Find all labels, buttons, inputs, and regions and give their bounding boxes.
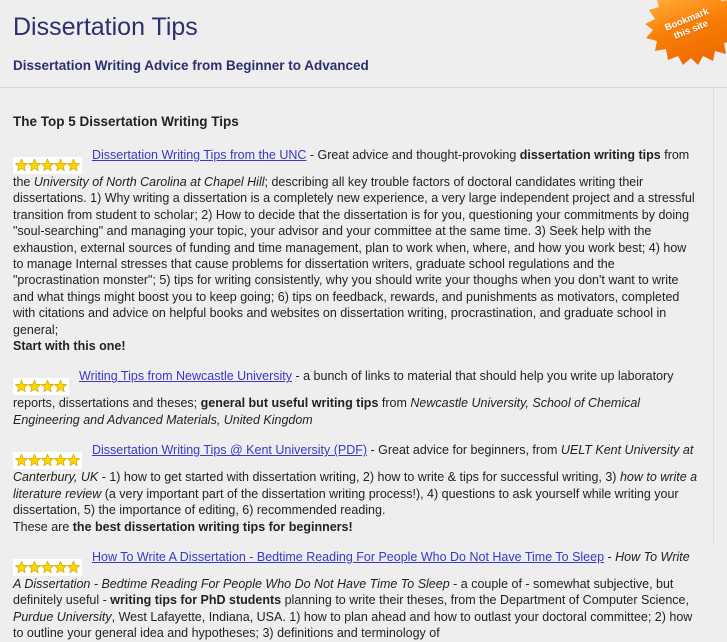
tip-closing-text: These are bbox=[13, 519, 73, 534]
star-icon bbox=[54, 379, 67, 393]
tip-text: How To Write A Dissertation - Bedtime Reading For People Who Do Not Have Time To Sleep bbox=[13, 549, 690, 591]
star-icon bbox=[41, 158, 54, 172]
tip-text: planning to write their theses, from the Department of Computer Science, bbox=[281, 593, 689, 608]
tip-entry-list bbox=[13, 131, 699, 642]
tip-entry bbox=[13, 535, 699, 642]
tip-closing-line bbox=[13, 519, 699, 535]
star-icon bbox=[15, 379, 28, 393]
tip-closing-text: Start with this one! bbox=[13, 339, 126, 354]
tip-link[interactable]: Dissertation Writing Tips @ Kent University (PDF) bbox=[92, 443, 368, 458]
rating-stars bbox=[13, 378, 69, 395]
tip-link[interactable]: Dissertation Writing Tips from the UNC bbox=[92, 148, 307, 162]
tip-text: writing tips for PhD students bbox=[110, 593, 282, 608]
rating-stars bbox=[13, 157, 82, 174]
tip-text: - 1) how to get started with dissertation writing, 2) how to write & tips for successful writing, 3) bbox=[98, 470, 620, 485]
star-icon bbox=[54, 158, 67, 172]
tip-text: (a very important part of the dissertation writing process!), 4) questions to ask yourself while writing your dissertation, 5) the importance of editing, 6) recommended reading. bbox=[13, 486, 679, 518]
tip-text: from the bbox=[13, 148, 690, 189]
tip-text: - a bunch of links to material that should help you write up laboratory reports, dissertations and theses; bbox=[13, 369, 674, 411]
star-icon bbox=[28, 158, 41, 172]
main-content bbox=[0, 88, 714, 641]
tip-closing-text: the best dissertation writing tips for beginners! bbox=[72, 519, 353, 534]
tip-text: from bbox=[378, 396, 411, 411]
tip-entry bbox=[13, 131, 699, 354]
tip-text: , West Lafayette, Indiana, USA. 1) how to plan ahead and how to outlast your doctoral committee; 2) how to outline your general idea and hypotheses; 3) definitions and terminology of bbox=[13, 609, 693, 641]
star-icon bbox=[67, 560, 80, 574]
star-icon bbox=[67, 158, 80, 172]
tip-text: - Great advice and thought-provoking bbox=[306, 148, 520, 162]
star-icon bbox=[54, 453, 67, 467]
star-icon bbox=[67, 453, 80, 467]
tip-text: - bbox=[604, 549, 616, 564]
tip-text: Newcastle University, School of Chemical Engineering and Advanced Materials, United Kingdom bbox=[13, 396, 641, 427]
star-icon bbox=[28, 560, 41, 574]
tip-text: ; describing all key trouble factors of doctoral candidates writing their dissertations. 1) Why writing a dissertation is a completely new experience, a very large independent project and a stressful transition from student to scholar; 2) How to decide that the dissertation is for you, questioning your commitments by doing "soul-searching" and managing your topic, your advisor and your committee at the same time. 3) Seek help with the exhaustion, external sources of funding and time management, plan to work when, where, and how you work best; 4) how to manage Internal stresses that cause problems for dissertation writers, graduate school regulations and the "procrastination monster"; 5) tips for writing consistently, why you should write your thoughs when you don't want to write and what things might boost you to keep going; 6) tips on feedback, rewards, and punishments as motivators, completed with citations and advice on helpful books and websites on dissertation writing, procrastination, and graduate school in general; bbox=[13, 175, 695, 337]
tip-text: general but useful writing tips bbox=[200, 396, 379, 411]
tip-link[interactable]: How To Write A Dissertation - Bedtime Reading For People Who Do Not Have Time To Sleep bbox=[92, 549, 605, 564]
tip-text: - a couple of - somewhat subjective, but definitely useful - bbox=[13, 576, 674, 608]
star-icon bbox=[28, 453, 41, 467]
star-icon bbox=[54, 560, 67, 574]
tip-link[interactable]: Writing Tips from Newcastle University bbox=[79, 369, 293, 384]
tip-closing-line bbox=[13, 338, 699, 354]
bookmark-badge-text-wrap bbox=[652, 0, 726, 56]
section-heading: The Top 5 Dissertation Writing Tips bbox=[13, 114, 239, 129]
bookmark-badge-label: Bookmark this site bbox=[663, 6, 711, 42]
star-icon bbox=[41, 453, 54, 467]
tip-text: UELT Kent University at Canterbury, UK bbox=[13, 443, 694, 485]
star-icon bbox=[41, 560, 54, 574]
tip-entry bbox=[13, 354, 699, 428]
star-icon bbox=[28, 379, 41, 393]
tip-text: - Great advice for beginners, from bbox=[367, 443, 561, 458]
tip-text: Purdue University bbox=[13, 609, 112, 624]
tip-text: dissertation writing tips bbox=[519, 148, 661, 162]
star-icon bbox=[15, 560, 28, 574]
star-icon bbox=[41, 379, 54, 393]
bookmark-this-site-badge[interactable] bbox=[652, 0, 726, 56]
star-icon bbox=[15, 158, 28, 172]
tip-text: how to write a literature review bbox=[13, 470, 698, 501]
star-icon bbox=[15, 453, 28, 467]
page-title: Dissertation Tips bbox=[13, 13, 198, 41]
tip-entry bbox=[13, 428, 699, 535]
rating-stars bbox=[13, 452, 82, 469]
tip-text: University of North Carolina at Chapel Hill bbox=[33, 175, 265, 189]
site-tagline: Dissertation Writing Advice from Beginner to Advanced bbox=[13, 58, 369, 73]
site-header bbox=[0, 0, 727, 88]
rating-stars bbox=[13, 559, 82, 576]
